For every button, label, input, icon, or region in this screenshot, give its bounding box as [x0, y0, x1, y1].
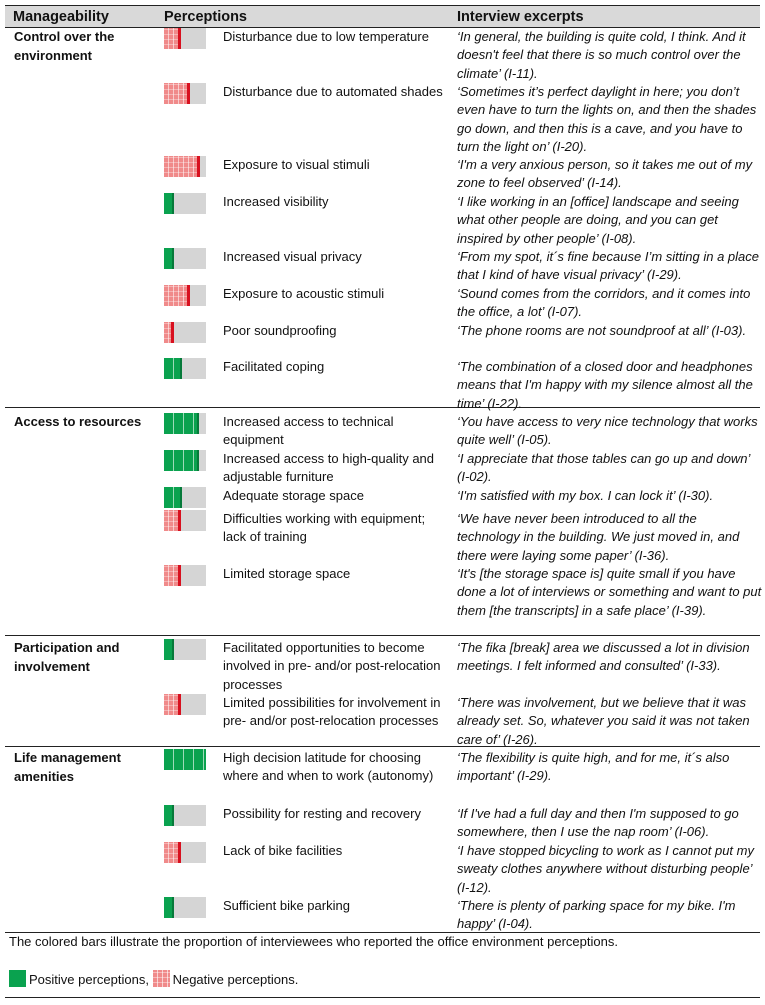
proportion-bar	[164, 450, 206, 471]
bar-edge-marker	[187, 285, 190, 306]
interview-excerpt: ‘I'm a very anxious person, so it takes me out of my zone to feel observed’ (I-14).	[457, 157, 753, 191]
bar-edge-marker	[172, 639, 174, 660]
interview-excerpt: ‘In general, the building is quite cold, I think. And it doesn't feel that there is so much control over the climate’ (I-11).	[457, 29, 746, 81]
negative-fill	[164, 285, 189, 306]
proportion-bar	[164, 805, 206, 826]
section-title: Access to resources	[14, 414, 142, 429]
interview-excerpt: ‘I have stopped bicycling to work as I cannot put my sweaty clothes anywhere without disturbing people’ (I-12).	[457, 843, 754, 895]
bar-edge-marker	[178, 510, 181, 531]
proportion-bar	[164, 749, 206, 770]
positive-fill	[164, 749, 206, 770]
legend-negative	[153, 970, 299, 989]
bar-edge-marker	[187, 83, 190, 104]
proportion-bar	[164, 694, 206, 715]
negative-fill	[164, 83, 189, 104]
section-life-management-amenities	[5, 747, 760, 933]
bar-edge-marker	[172, 193, 174, 214]
interview-excerpt: ‘The fika [break] area we discussed a lot in division meetings. I felt informed and consulted’ (I-33).	[457, 640, 750, 674]
interview-excerpt: ‘You have access to very nice technology that works quite well’ (I-05).	[457, 414, 758, 448]
legend	[9, 970, 298, 990]
header-perceptions: Perceptions	[164, 9, 247, 25]
negative-fill	[164, 156, 199, 177]
bar-edge-marker	[180, 487, 182, 508]
proportion-bar	[164, 413, 206, 434]
table-header	[5, 6, 760, 28]
section-access-to-resources	[5, 408, 760, 636]
table-footnote: The colored bars illustrate the proportion of interviewees who reported the office environment perceptions.	[9, 934, 618, 949]
section-title: Life management amenities	[14, 750, 121, 784]
proportion-bar	[164, 487, 206, 508]
bar-edge-marker	[172, 248, 174, 269]
perception-label: Lack of bike facilities	[223, 843, 343, 858]
proportion-bar	[164, 193, 206, 214]
proportion-bar	[164, 156, 206, 177]
header-interview-excerpts: Interview excerpts	[457, 9, 584, 25]
perception-label: Limited possibilities for involvement in pre- and/or post-relocation processes	[223, 695, 441, 729]
bar-edge-marker	[172, 897, 174, 918]
interview-excerpt: ‘We have never been introduced to all the technology in the building. We just moved in, and there were laying some paper’ (I-36).	[457, 511, 740, 563]
legend-negative-swatch	[153, 970, 170, 987]
interview-excerpt: ‘Sound comes from the corridors, and it comes into the office, a lot’ (I-07).	[457, 286, 751, 320]
perception-label: Disturbance due to automated shades	[223, 84, 443, 99]
header-manageability: Manageability	[13, 9, 109, 25]
legend-negative-label: Negative perceptions.	[172, 972, 299, 987]
bar-edge-marker	[197, 156, 200, 177]
bar-edge-marker	[178, 842, 181, 863]
perception-label: Sufficient bike parking	[223, 898, 350, 913]
interview-excerpt: ‘I appreciate that those tables can go up and down’ (I-02).	[457, 451, 750, 485]
bar-edge-marker	[178, 694, 181, 715]
interview-excerpt: ‘Sometimes it’s perfect daylight in here; you don’t even have to turn the lights on, and then the shades go down, and then this is a cave, and you have to turn the light on’ (I-20).	[457, 84, 757, 155]
interview-excerpt: ‘The phone rooms are not soundproof at all’ (I-03).	[457, 323, 747, 338]
bar-edge-marker	[178, 28, 181, 49]
interview-excerpt: ‘If I've had a full day and then I'm supposed to go somewhere, then I use the nap room’ (I-06).	[457, 806, 739, 840]
bar-edge-marker	[178, 565, 181, 586]
legend-positive	[9, 970, 149, 989]
interview-excerpt: ‘I like working in an [office] landscape and seeing what other people are doing, and you can get inspired by other people’ (I-08).	[457, 194, 739, 246]
perception-label: Increased access to technical equipment	[223, 414, 394, 448]
proportion-bar	[164, 897, 206, 918]
section-participation-and-involvement	[5, 636, 760, 747]
proportion-bar	[164, 510, 206, 531]
perception-label: Possibility for resting and recovery	[223, 806, 421, 821]
interview-excerpt: ‘I'm satisfied with my box. I can lock it’ (I-30).	[457, 488, 714, 503]
perception-label: Disturbance due to low temperature	[223, 29, 429, 44]
proportion-bar	[164, 322, 206, 343]
proportion-bar	[164, 28, 206, 49]
bar-edge-marker	[197, 413, 199, 434]
perception-label: Facilitated coping	[223, 359, 325, 374]
section-title: Participation and involvement	[14, 640, 120, 674]
section-control-over-environment	[5, 27, 760, 411]
perception-label: Increased visual privacy	[223, 249, 362, 264]
proportion-bar	[164, 248, 206, 269]
perception-label: Limited storage space	[223, 566, 351, 581]
proportion-bar	[164, 842, 206, 863]
bar-edge-marker	[180, 358, 182, 379]
bar-edge-marker	[172, 805, 174, 826]
interview-excerpt: ‘It's [the storage space is] quite small if you have done a lot of interviews or something and want to put them [the transcripts] in a safe place’ (I-39).	[457, 566, 762, 618]
proportion-bar	[164, 83, 206, 104]
perception-label: Exposure to acoustic stimuli	[223, 286, 385, 301]
bottom-rule	[5, 997, 760, 998]
perception-label: Facilitated opportunities to become involved in pre- and/or post-relocation processes	[223, 640, 441, 692]
perception-label: Difficulties working with equipment; lack of training	[223, 511, 426, 545]
section-title: Control over the environment	[14, 29, 115, 63]
interview-excerpt: ‘The combination of a closed door and headphones means that I'm happy with my silence almost all the time’ (I-22).	[457, 359, 753, 411]
interview-excerpt: ‘From my spot, it´s fine because I’m sitting in a place that I kind of have visual privacy’ (I-29).	[457, 249, 760, 283]
positive-fill	[164, 413, 199, 434]
perception-label: Exposure to visual stimuli	[223, 157, 370, 172]
bar-edge-marker	[197, 450, 199, 471]
perception-label: Poor soundproofing	[223, 323, 337, 338]
proportion-bar	[164, 358, 206, 379]
perception-label: Increased access to high-quality and adjustable furniture	[223, 451, 435, 485]
perception-label: Adequate storage space	[223, 488, 364, 503]
interview-excerpt: ‘There was involvement, but we believe that it was already set. So, whatever you said it was not taken care of’ (I-26).	[457, 695, 750, 747]
legend-positive-swatch	[9, 970, 26, 987]
proportion-bar	[164, 285, 206, 306]
perception-label: High decision latitude for choosing where and when to work (autonomy)	[223, 750, 434, 784]
interview-excerpt: ‘There is plenty of parking space for my bike. I'm happy’ (I-04).	[457, 898, 736, 932]
interview-excerpt: ‘The flexibility is quite high, and for me, it´s also important’ (I-29).	[457, 750, 730, 784]
proportion-bar	[164, 565, 206, 586]
legend-positive-label: Positive perceptions,	[29, 972, 149, 987]
bar-edge-marker	[171, 322, 174, 343]
perception-label: Increased visibility	[223, 194, 329, 209]
positive-fill	[164, 450, 199, 471]
proportion-bar	[164, 639, 206, 660]
